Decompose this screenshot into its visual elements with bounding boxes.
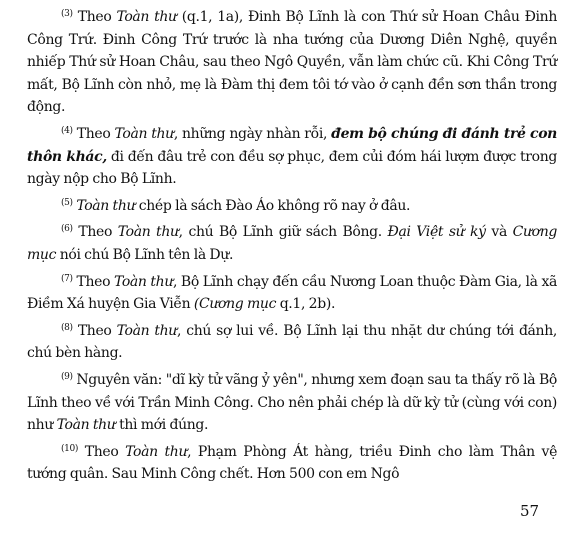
footnote-text: Nguyên văn: "dĩ kỳ tử vãng ỷ yên", nhưng xem đoạn sau ta thấy rõ là Bộ Lĩnh theo về với Trần Minh Công. Cho nên phải chép là dữ kỳ tử (cùng với con) như: [27, 371, 557, 434]
footnote-text: đi đến đâu trẻ con đều sợ phục, đem củi đóm hái lượm được trong ngày nộp cho Bộ Lĩnh.: [27, 148, 557, 188]
book-title: Toàn thư: [113, 273, 173, 290]
footnote-5: [27, 195, 557, 218]
footnote-6: [27, 221, 557, 266]
footnote-text: , những ngày nhàn rỗi,: [173, 125, 332, 142]
footnote-7: [27, 271, 557, 316]
footnote-8: [27, 320, 557, 365]
footnote-text: (q.1, 1a), Đinh Bộ Lĩnh là con Thứ sử Hoan Châu Đinh Công Trứ. Đinh Công Trứ trước là nha tướng của Dương Diên Nghệ, quyền nhiếp Thứ sử Hoan Châu, sau theo Ngô Quyền, vẫn làm chức cũ. Khi Công Trứ mất, Bộ Lĩnh còn nhỏ, mẹ là Đàm thị đem tôi tớ vào ở cạnh đền sơn thần trong động.: [27, 9, 558, 116]
footnote-text: nói chú Bộ Lĩnh tên là Dự.: [56, 246, 234, 263]
footnote-text: Theo: [72, 273, 114, 290]
footnote-text: , Bộ Lĩnh chạy đến cầu Nương Loan thuộc Đàm Gia, là xã Điềm Xá huyện Gia Viễn: [27, 273, 557, 313]
footnote-text: và: [485, 224, 513, 241]
book-title: Toàn thư: [76, 197, 136, 214]
footnote-3: [27, 6, 557, 119]
footnotes-page: [27, 6, 557, 490]
emphasis-text: đem bộ chúng đi đánh trẻ con thôn khác,: [27, 125, 558, 165]
footnote-marker: (5): [61, 197, 73, 208]
footnote-9: [27, 369, 557, 437]
footnote-text: , Phạm Phòng Át hàng, triều Đinh cho làm Thân vệ tướng quân. Sau Minh Công chết. Hơn 500 con em Ngô: [27, 443, 558, 483]
book-title: Toàn thư: [116, 322, 177, 339]
footnote-marker: (6): [61, 224, 73, 235]
footnote-text: Theo: [72, 125, 115, 142]
footnote-text: Theo: [72, 224, 118, 241]
footnote-text: Theo: [72, 322, 117, 339]
footnote-text: q.1, 2b).: [276, 296, 336, 313]
footnote-text: , chú Bộ Lĩnh giữ sách Bông.: [178, 224, 388, 241]
footnote-text: Theo: [72, 9, 117, 25]
footnote-text: thì mới đúng.: [115, 417, 209, 434]
footnote-text: chép là sách Đào Áo không rõ nay ở đâu.: [135, 197, 411, 214]
footnote-10: [27, 441, 557, 486]
footnote-marker: (4): [61, 125, 73, 136]
book-title: Đại Việt sử ký: [387, 224, 486, 241]
footnote-text: Theo: [78, 443, 126, 460]
book-title: Toàn thư: [125, 443, 188, 460]
footnote-text: , chú sợ lui về. Bộ Lĩnh lại thu nhặt dư chúng tới đánh, chú bèn hàng.: [27, 322, 557, 362]
book-title: (Cương mục: [193, 296, 277, 313]
footnote-marker: (7): [61, 273, 73, 284]
book-title: Cương mục: [27, 224, 558, 263]
book-title: Toàn thư: [114, 125, 174, 142]
page-number: 57: [520, 502, 540, 520]
footnote-marker: (9): [61, 371, 73, 382]
book-title: Toàn thư: [117, 224, 179, 241]
footnote-marker: (3): [61, 9, 73, 19]
book-title: Toàn thư: [116, 9, 177, 25]
book-title: Toàn thư: [56, 417, 116, 434]
footnote-4: [27, 123, 557, 191]
footnote-marker: (8): [61, 322, 73, 333]
footnote-marker: (10): [61, 443, 79, 454]
